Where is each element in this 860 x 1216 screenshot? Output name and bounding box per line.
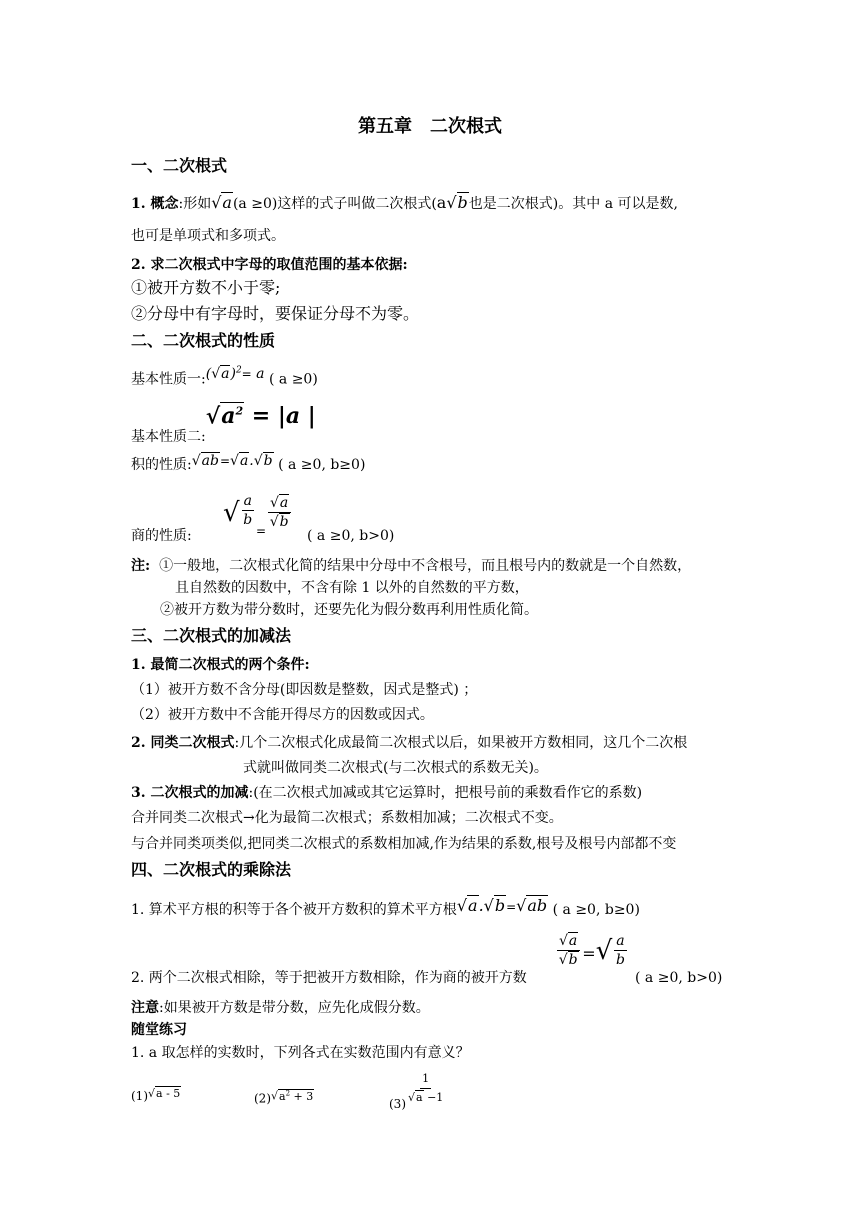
division-text: 2. 两个二次根式相除，等于把被开方数相除，作为商的被开方数 [131,970,527,986]
page-title: 第五章 二次根式 [358,116,502,137]
note-1 [131,556,691,576]
merge-rule: 合并同类二次根式→化为最简二次根式；系数相加减；二次根式不变。 [131,810,563,826]
section-2-heading: 二、二次根式的性质 [131,331,276,350]
property-4-label: 商的性质: [131,528,192,544]
similar-radicals-cont: 式就叫做同类二次根式(与二次根式的系数无关)。 [243,760,548,776]
property-2 [131,398,316,446]
add-subtract-text: :(在二次根式加减或其它运算时，把根号前的乘数看作它的系数) [248,785,643,801]
concept-pre: :形如 [178,196,212,212]
practice-question-1: 1. a 取怎样的实数时，下列各式在实数范围内有意义？ [131,1045,470,1061]
property-3 [131,455,365,475]
range-basis-item-2: ②分母中有字母时，要保证分母不为零。 [131,304,420,323]
section-4-heading: 四、二次根式的乘除法 [131,860,292,879]
property-1 [131,366,318,390]
property-3-formula: √ab=√a.√b [191,453,273,469]
division-note-text: :如果被开方数是带分数，应先化成假分数。 [159,1000,430,1016]
section-1-heading: 一、二次根式 [131,156,228,175]
condition-1: （1）被开方数不含分母(即因数是整数，因式是整式) ； [131,682,478,698]
similar-radicals-text: :几个二次根式化成最简二次根式以后，如果被开方数相同，这几个二次根 [234,735,688,751]
merge-analogy: 与合并同类项类似,把同类二次根式的系数相加减,作为结果的系数,根号及根号内部都不变 [131,836,677,852]
property-1-cond: ( a ≥0) [268,371,318,388]
note-2: ②被开方数为带分数时，还要先化为假分数再利用性质化简。 [160,602,538,618]
a-sqrt-b-formula: a√b [436,193,468,212]
concept-post: 也是二次根式)。其中 a 可以是数, [468,196,678,212]
practice-item-3 [389,1068,445,1111]
range-basis-label: 2. 求二次根式中字母的取值范围的基本依据: [131,257,408,273]
practice-item-2-label: (2) [254,1091,271,1106]
property-4 [131,492,395,548]
concept-line-2: 也可是单项式和多项式。 [131,228,285,244]
property-4-formula: √ $\frac{a}{b}$ = $\frac{√a}{√b}$ [223,494,293,531]
similar-radicals [131,733,687,753]
practice-item-3-formula: $\frac{1}{√a -1}$ [408,1072,444,1104]
division-note [131,998,430,1018]
property-3-label: 积的性质: [131,457,192,473]
division-cond: ( a ≥0, b>0) [635,970,723,986]
note-label: 注: [131,558,151,574]
practice-item-1-label: (1) [131,1089,148,1103]
sqrt-a-formula: √a [211,193,232,212]
simplest-conditions-label: 1. 最简二次根式的两个条件: [131,657,310,673]
multiplication-rule [131,896,640,920]
multiplication-formula: √a.√b=√ab [456,896,548,915]
practice-heading: 随堂练习 [131,1022,187,1038]
practice-item-1 [131,1086,181,1107]
property-1-formula: $(√a)^2= a$ [205,365,265,382]
range-basis-item-1: ①被开方数不小于零; [131,278,281,297]
practice-item-2 [254,1086,314,1110]
practice-item-2-formula: $√a^2 + 3$ [271,1089,314,1103]
practice-item-3-label: (3) [389,1097,406,1111]
property-1-label: 基本性质一: [131,371,206,388]
note-1-text: ①一般地，二次根式化简的结果中分母中不含根号，而且根号内的数就是一个自然数， [159,558,692,574]
similar-radicals-label: 2. 同类二次根式 [131,735,235,751]
section-3-heading: 三、二次根式的加减法 [131,626,292,645]
note-1-cont: 且自然数的因数中，不含有除 1 以外的自然数的平方数， [175,580,529,596]
condition-2: （2）被开方数中不含能开得尽方的因数或因式。 [131,707,434,723]
property-3-cond: ( a ≥0, b≥0) [278,457,366,473]
multiplication-cond: ( a ≥0, b≥0) [552,902,640,918]
property-2-label: 基本性质二: [131,429,206,446]
property-2-formula: $√a^2 = |a$ | [205,403,316,430]
concept-line [131,193,678,214]
division-rule [131,932,723,988]
concept-label: 1. 概念 [131,196,179,212]
add-subtract-label: 3. 二次根式的加减 [131,785,249,801]
division-note-label: 注意 [131,1000,159,1016]
property-4-cond: ( a ≥0, b>0) [307,528,395,544]
multiplication-text: 1. 算术平方根的积等于各个被开方数积的算术平方根 [131,902,457,918]
division-formula: $\frac{√a}{√b}$ =√ $\frac{a}{b}$ [558,933,625,968]
practice-item-1-formula: √a - 5 [148,1087,181,1100]
concept-cond: (a ≥0)这样的式子叫做二次根式( [232,196,437,212]
add-subtract [131,783,642,803]
